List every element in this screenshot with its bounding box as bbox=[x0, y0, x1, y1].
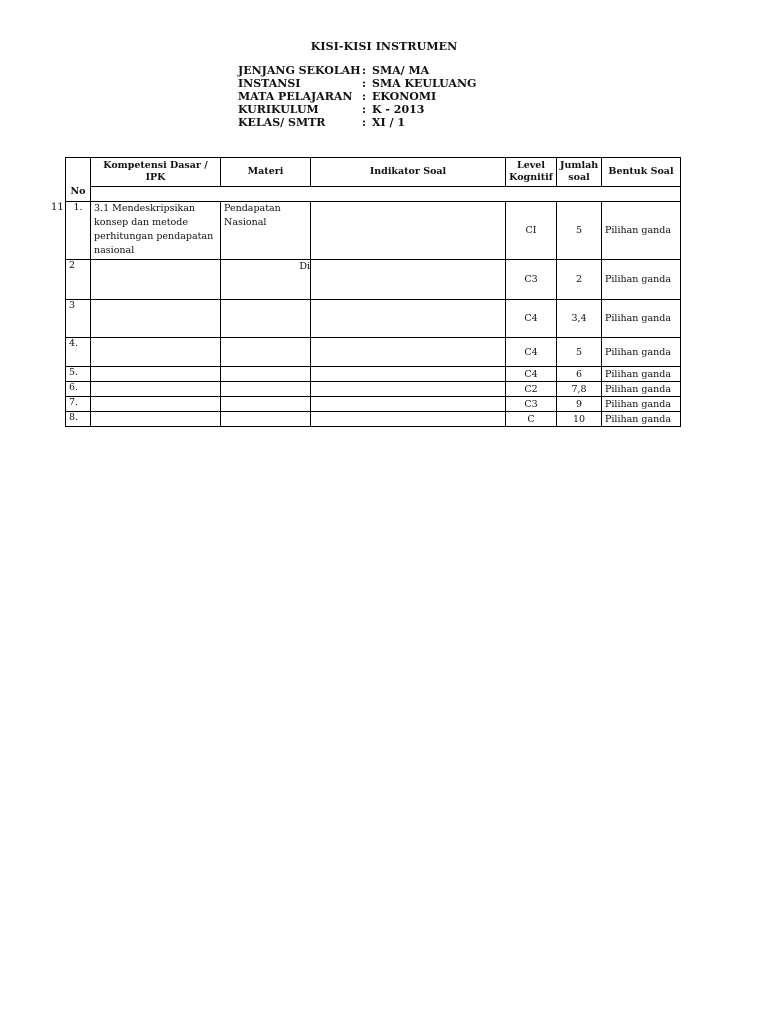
meta-label: KURIKULUM bbox=[238, 103, 319, 116]
table-row bbox=[66, 397, 681, 412]
meta-separator: : bbox=[362, 64, 367, 77]
meta-value: SMA/ MA bbox=[372, 64, 430, 77]
table-row bbox=[66, 260, 681, 300]
table-header-row bbox=[66, 158, 681, 187]
header-level-line-1: Level bbox=[517, 160, 545, 171]
meta-label: KELAS/ SMTR bbox=[238, 116, 326, 129]
meta-value: K - 2013 bbox=[372, 103, 425, 116]
cell-materi: Pendapatan Nasional bbox=[221, 202, 311, 260]
meta-separator: : bbox=[362, 116, 367, 129]
cell-bentuk: Pilihan ganda bbox=[602, 412, 681, 427]
cell-bentuk: Pilihan ganda bbox=[602, 367, 681, 382]
cell-jumlah: 5 bbox=[557, 202, 602, 260]
cell-kompetensi-dasar: 3.1 Mendeskripsikan konsep dan metode perhitungan pendapatan nasional bbox=[91, 202, 221, 260]
cell-kompetensi-dasar bbox=[91, 338, 221, 367]
meta-separator: : bbox=[362, 103, 367, 116]
header-jumlah-soal bbox=[557, 158, 602, 187]
meta-row-mata-pelajaran bbox=[238, 90, 476, 103]
meta-separator: : bbox=[362, 90, 367, 103]
meta-label: INSTANSI bbox=[238, 77, 301, 90]
meta-separator: : bbox=[362, 77, 367, 90]
meta-row-kelas bbox=[238, 116, 476, 129]
cell-kompetensi-dasar bbox=[91, 412, 221, 427]
header-indikator-soal: Indikator Soal bbox=[311, 158, 506, 187]
cell-level: C3 bbox=[506, 397, 557, 412]
cell-kompetensi-dasar bbox=[91, 260, 221, 300]
table-row bbox=[66, 300, 681, 338]
meta-value: XI / 1 bbox=[372, 116, 406, 129]
cell-level: C2 bbox=[506, 382, 557, 397]
cell-jumlah: 2 bbox=[557, 260, 602, 300]
meta-row-kurikulum bbox=[238, 103, 476, 116]
cell-bentuk: Pilihan ganda bbox=[602, 382, 681, 397]
cell-level: C4 bbox=[506, 367, 557, 382]
cell-jumlah: 3,4 bbox=[557, 300, 602, 338]
cell-jumlah: 5 bbox=[557, 338, 602, 367]
table-row bbox=[66, 382, 681, 397]
cell-level: C4 bbox=[506, 300, 557, 338]
cell-level: C4 bbox=[506, 338, 557, 367]
cell-level: C bbox=[506, 412, 557, 427]
table-row bbox=[66, 338, 681, 367]
document-meta bbox=[238, 64, 476, 129]
meta-row-instansi bbox=[238, 77, 476, 90]
kisi-kisi-table bbox=[65, 157, 681, 427]
cell-no: 5. bbox=[66, 367, 91, 382]
cell-jumlah: 6 bbox=[557, 367, 602, 382]
cell-indikator bbox=[311, 367, 506, 382]
header-no: No bbox=[66, 158, 91, 202]
cell-materi: Di bbox=[221, 260, 311, 300]
header-level-line-2: Kognitif bbox=[509, 172, 553, 183]
cell-jumlah: 7,8 bbox=[557, 382, 602, 397]
header-materi: Materi bbox=[221, 158, 311, 187]
cell-kompetensi-dasar bbox=[91, 300, 221, 338]
cell-bentuk: Pilihan ganda bbox=[602, 300, 681, 338]
header-bentuk-soal: Bentuk Soal bbox=[602, 158, 681, 187]
table-spacer-row bbox=[66, 187, 681, 202]
cell-indikator bbox=[311, 412, 506, 427]
table-row bbox=[66, 202, 681, 260]
cell-level: CI bbox=[506, 202, 557, 260]
header-level-kognitif bbox=[506, 158, 557, 187]
cell-no: 4. bbox=[66, 338, 91, 367]
cell-no: 7. bbox=[66, 397, 91, 412]
cell-indikator bbox=[311, 202, 506, 260]
cell-no: 2 bbox=[66, 260, 91, 300]
spacer-cell bbox=[91, 187, 681, 202]
cell-no: 1. bbox=[66, 202, 91, 260]
cell-bentuk: Pilihan ganda bbox=[602, 397, 681, 412]
cell-materi bbox=[221, 338, 311, 367]
document-title: KISI-KISI INSTRUMEN bbox=[310, 40, 458, 53]
side-number: 11 bbox=[51, 202, 64, 213]
cell-level: C3 bbox=[506, 260, 557, 300]
cell-materi bbox=[221, 397, 311, 412]
cell-materi bbox=[221, 367, 311, 382]
cell-indikator bbox=[311, 260, 506, 300]
meta-value: SMA KEULUANG bbox=[372, 77, 477, 90]
header-jumlah-line-2: soal bbox=[568, 172, 590, 183]
cell-indikator bbox=[311, 300, 506, 338]
cell-kompetensi-dasar bbox=[91, 367, 221, 382]
cell-bentuk: Pilihan ganda bbox=[602, 202, 681, 260]
cell-materi bbox=[221, 412, 311, 427]
meta-value: EKONOMI bbox=[372, 90, 437, 103]
header-kompetensi-dasar: Kompetensi Dasar / IPK bbox=[91, 158, 221, 187]
cell-kompetensi-dasar bbox=[91, 397, 221, 412]
cell-jumlah: 10 bbox=[557, 412, 602, 427]
cell-bentuk: Pilihan ganda bbox=[602, 260, 681, 300]
meta-label: JENJANG SEKOLAH bbox=[238, 64, 361, 77]
cell-no: 6. bbox=[66, 382, 91, 397]
header-jumlah-line-1: Jumlah bbox=[560, 160, 599, 171]
cell-materi bbox=[221, 300, 311, 338]
cell-indikator bbox=[311, 382, 506, 397]
cell-no: 8. bbox=[66, 412, 91, 427]
cell-indikator bbox=[311, 338, 506, 367]
table-row bbox=[66, 367, 681, 382]
meta-row-jenjang bbox=[238, 64, 476, 77]
table-row bbox=[66, 412, 681, 427]
cell-indikator bbox=[311, 397, 506, 412]
meta-label: MATA PELAJARAN bbox=[238, 90, 353, 103]
cell-materi bbox=[221, 382, 311, 397]
cell-no: 3 bbox=[66, 300, 91, 338]
cell-jumlah: 9 bbox=[557, 397, 602, 412]
cell-kompetensi-dasar bbox=[91, 382, 221, 397]
cell-bentuk: Pilihan ganda bbox=[602, 338, 681, 367]
